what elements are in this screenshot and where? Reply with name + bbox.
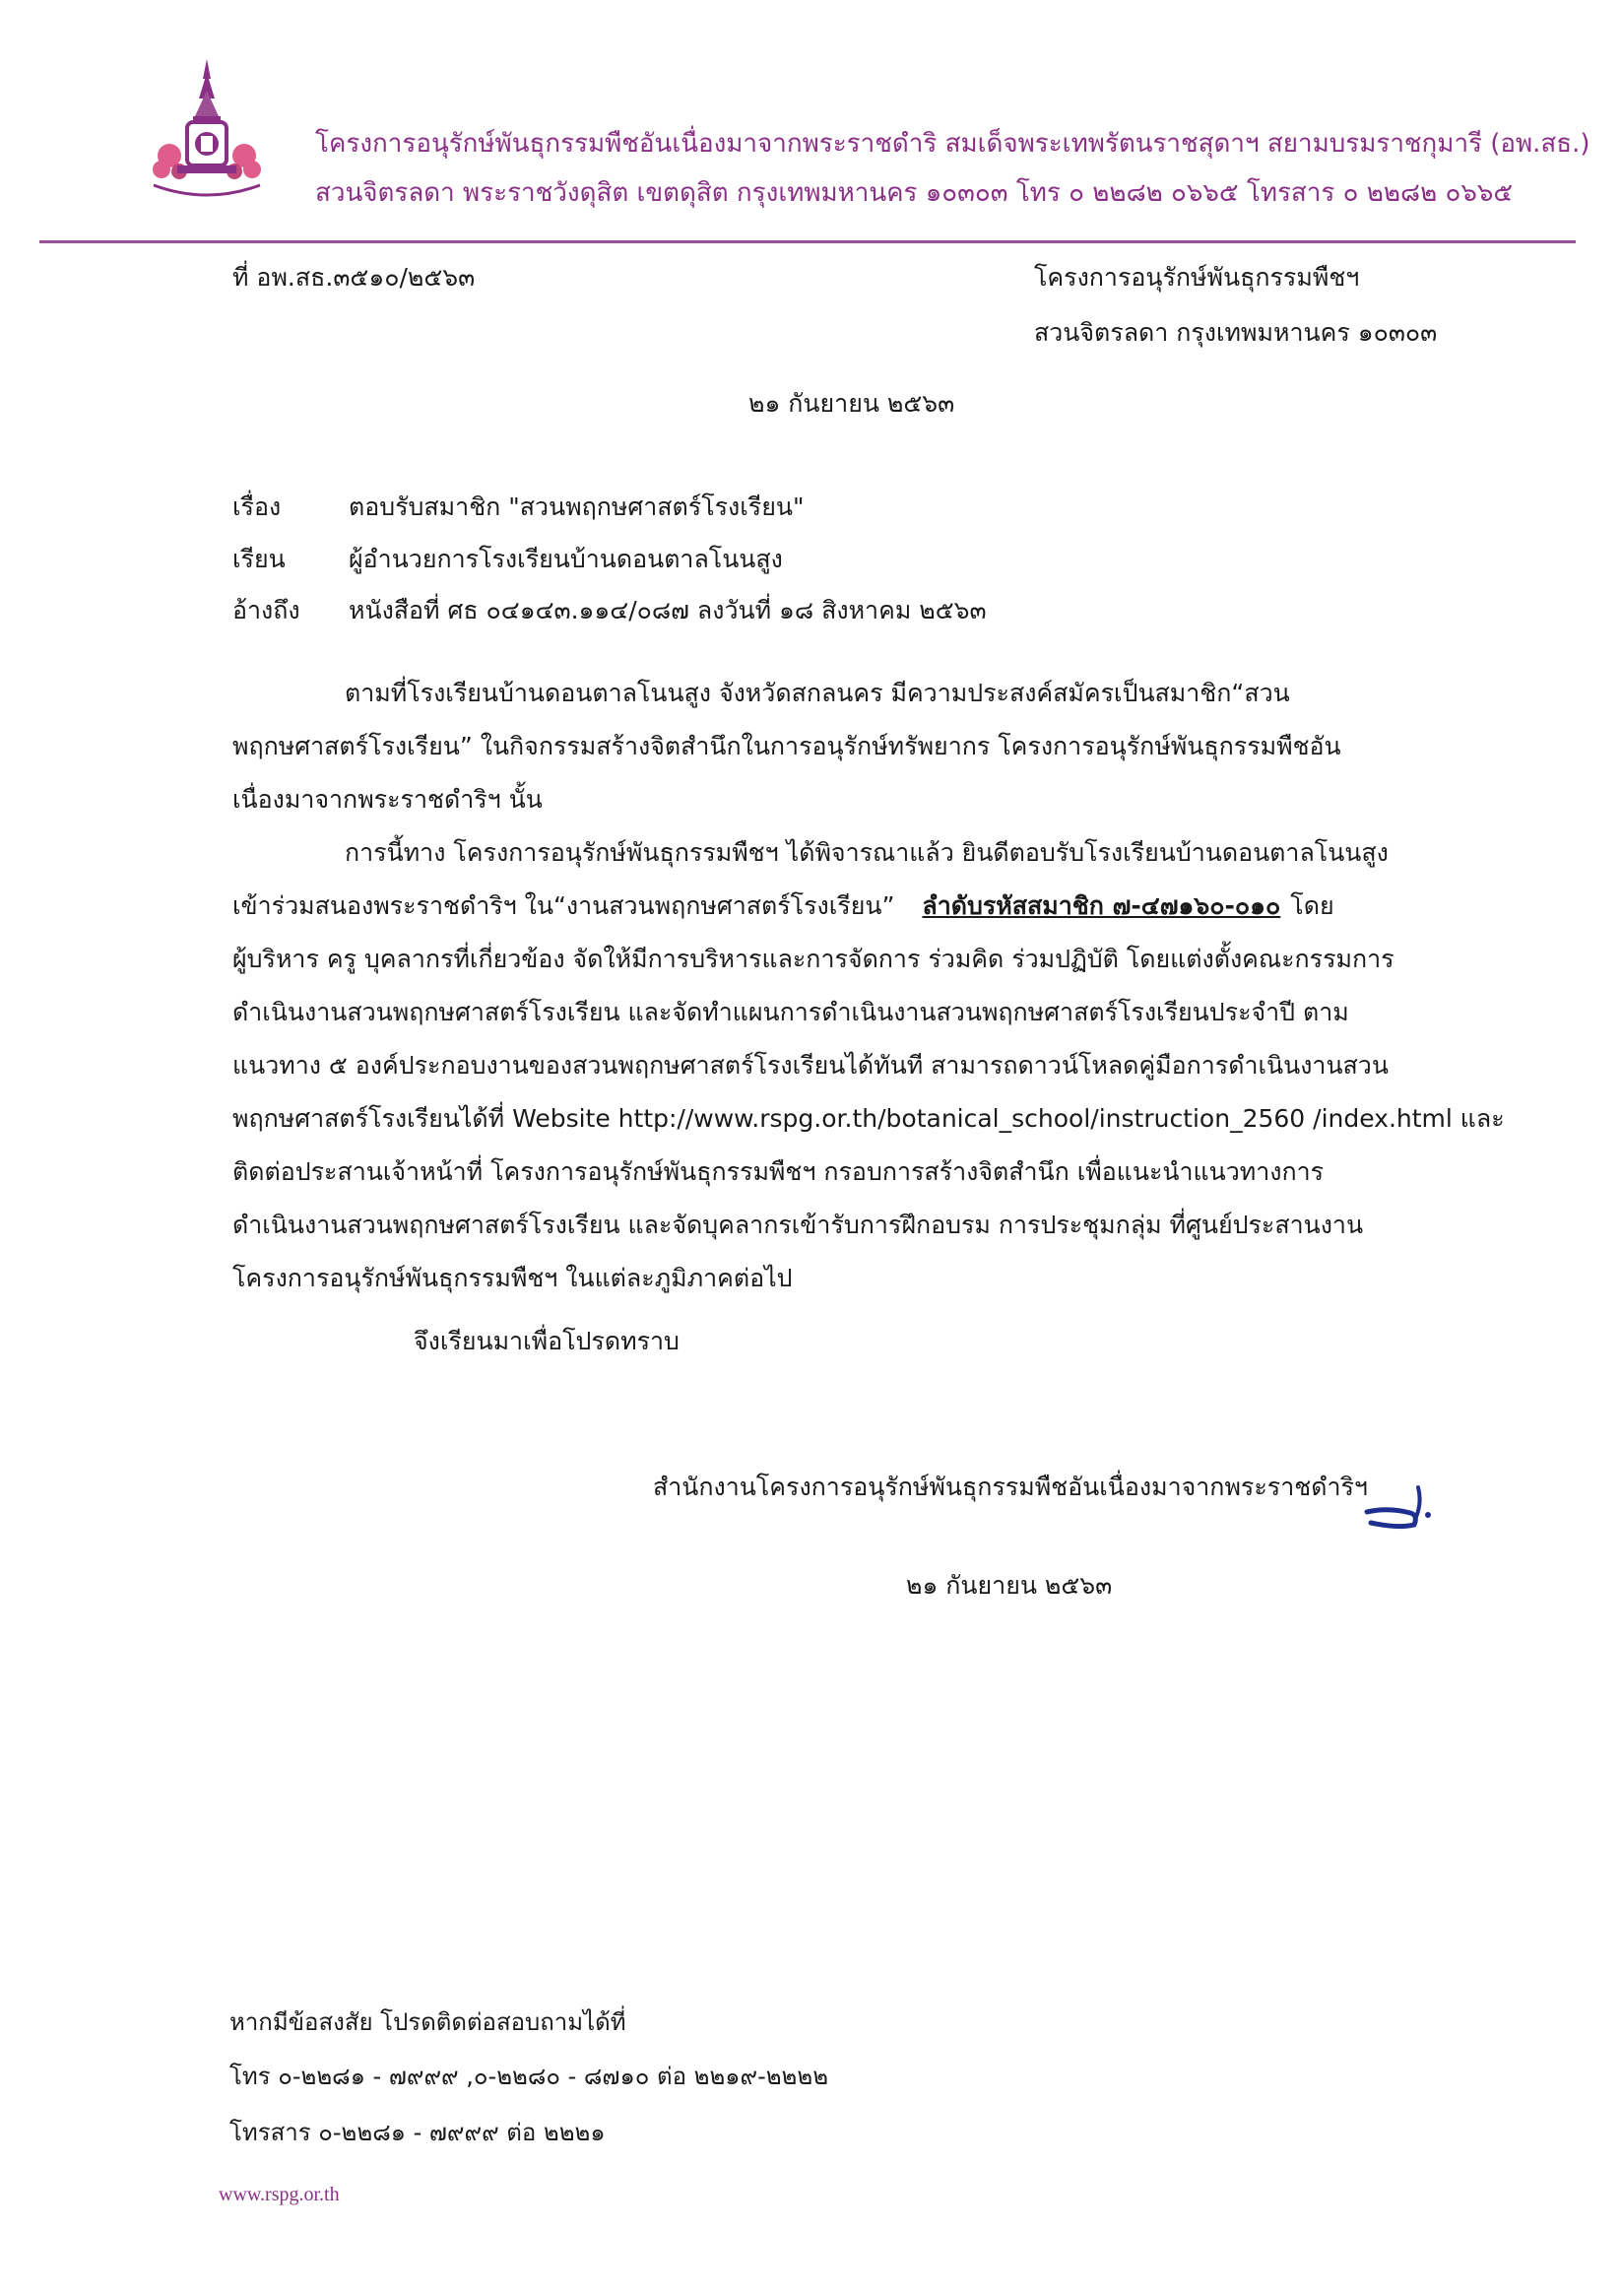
sender-name: โครงการอนุรักษ์พันธุกรรมพืชฯ xyxy=(1034,263,1360,292)
org-address-line: สวนจิตรลดา พระราชวังดุสิต เขตดุสิต กรุงเทพมหานคร ๑๐๓๐๓ โทร ๐ ๒๒๘๒ ๐๖๖๕ โทรสาร ๐ ๒๒๘๒ ๐๖๖๕ xyxy=(315,178,1514,208)
paragraph-line: พฤกษศาสตร์โรงเรียน” ในกิจกรรมสร้างจิตสำนึกในการอนุรักษ์ทรัพยากร โครงการอนุรักษ์พันธุกรรมพืชอัน xyxy=(232,732,1341,760)
paragraph-line: ผู้บริหาร ครู บุคลากรที่เกี่ยวข้อง จัดให้มีการบริหารและการจัดการ ร่วมคิด ร่วมปฏิบัติ โดยแต่งตั้งคณะกรรมการ xyxy=(232,945,1394,973)
paragraph-line: แนวทาง ๕ องค์ประกอบงานของสวนพฤกษศาสตร์โรงเรียนได้ทันที สามารถดาวน์โหลดคู่มือการดำเนินงานสวน xyxy=(232,1051,1389,1080)
contact-intro: หากมีข้อสงสัย โปรดติดต่อสอบถามได้ที่ xyxy=(229,2008,626,2036)
signature-icon xyxy=(1359,1468,1438,1537)
paragraph-line: เนื่องมาจากพระราชดำริฯ นั้น xyxy=(232,785,543,814)
website-link[interactable]: www.rspg.or.th xyxy=(219,2184,340,2205)
recipient-text: ผู้อำนวยการโรงเรียนบ้านดอนตาลโนนสูง xyxy=(349,545,783,573)
paragraph-line: โครงการอนุรักษ์พันธุกรรมพืชฯ ในแต่ละภูมิภาคต่อไป xyxy=(232,1264,793,1292)
letter-date: ๒๑ กันยายน ๒๕๖๓ xyxy=(748,389,955,418)
closing-text: จึงเรียนมาเพื่อโปรดทราบ xyxy=(414,1327,680,1355)
contact-fax: โทรสาร ๐-๒๒๘๑ - ๗๙๙๙ ต่อ ๒๒๒๑ xyxy=(229,2119,606,2146)
subject-label: เรื่อง xyxy=(232,492,282,521)
paragraph-line: ดำเนินงานสวนพฤกษศาสตร์โรงเรียน และจัดทำแผนการดำเนินงานสวนพฤกษศาสตร์โรงเรียนประจำปี ตาม xyxy=(232,998,1349,1026)
paragraph-line: ตามที่โรงเรียนบ้านดอนตาลโนนสูง จังหวัดสกลนคร มีความประสงค์สมัครเป็นสมาชิก“สวน xyxy=(345,679,1290,707)
header-divider xyxy=(39,240,1576,243)
subject-text: ตอบรับสมาชิก "สวนพฤกษศาสตร์โรงเรียน" xyxy=(349,492,805,521)
recipient-label: เรียน xyxy=(232,545,286,573)
rspg-emblem-icon xyxy=(148,59,266,207)
reference-number: ที่ อพ.สธ.๓๕๑๐/๒๕๖๓ xyxy=(232,263,476,292)
reference-label: อ้างถึง xyxy=(232,596,300,624)
member-id: ลำดับรหัสสมาชิก ๗-๔๗๑๖๐-๐๑๐ xyxy=(922,891,1281,920)
paragraph-fragment: โดย xyxy=(1290,891,1334,920)
org-name-line: โครงการอนุรักษ์พันธุกรรมพืชอันเนื่องมาจากพระราชดําริ สมเด็จพระเทพรัตนราชสุดาฯ สยามบรมราชกุมารี (อพ.สธ.) xyxy=(315,129,1590,159)
paragraph-line: ดำเนินงานสวนพฤกษศาสตร์โรงเรียน และจัดบุคลากรเข้ารับการฝึกอบรม การประชุมกลุ่ม ที่ศูนย์ประสานงาน xyxy=(232,1211,1364,1239)
reference-text: หนังสือที่ ศธ ๐๔๑๔๓.๑๑๔/๐๘๗ ลงวันที่ ๑๘ สิงหาคม ๒๕๖๓ xyxy=(349,596,987,624)
signoff-date: ๒๑ กันยายน ๒๕๖๓ xyxy=(906,1571,1113,1600)
paragraph-line: ติดต่อประสานเจ้าหน้าที่ โครงการอนุรักษ์พันธุกรรมพืชฯ กรอบการสร้างจิตสำนึก เพื่อแนะนำแนวทางการ xyxy=(232,1157,1325,1186)
paragraph-fragment: เข้าร่วมสนองพระราชดำริฯ ใน“งานสวนพฤกษศาสตร์โรงเรียน” xyxy=(232,891,895,920)
paragraph-line: การนี้ทาง โครงการอนุรักษ์พันธุกรรมพืชฯ ได้พิจารณาแล้ว ยินดีตอบรับโรงเรียนบ้านดอนตาลโนนสูง xyxy=(345,838,1389,867)
signoff-organization: สำนักงานโครงการอนุรักษ์พันธุกรรมพืชอันเนื่องมาจากพระราชดำริฯ xyxy=(653,1473,1368,1501)
paragraph-line-website: พฤกษศาสตร์โรงเรียนได้ที่ Website http://www.rspg.or.th/botanical_school/instruction_2560 /index.html และ xyxy=(232,1104,1505,1133)
paragraph-line-member xyxy=(232,886,1463,926)
sender-address: สวนจิตรลดา กรุงเทพมหานคร ๑๐๓๐๓ xyxy=(1034,318,1438,347)
contact-phone: โทร ๐-๒๒๘๑ - ๗๙๙๙ ,๐-๒๒๘๐ - ๘๗๑๐ ต่อ ๒๒๑๙-๒๒๒๒ xyxy=(229,2063,829,2090)
